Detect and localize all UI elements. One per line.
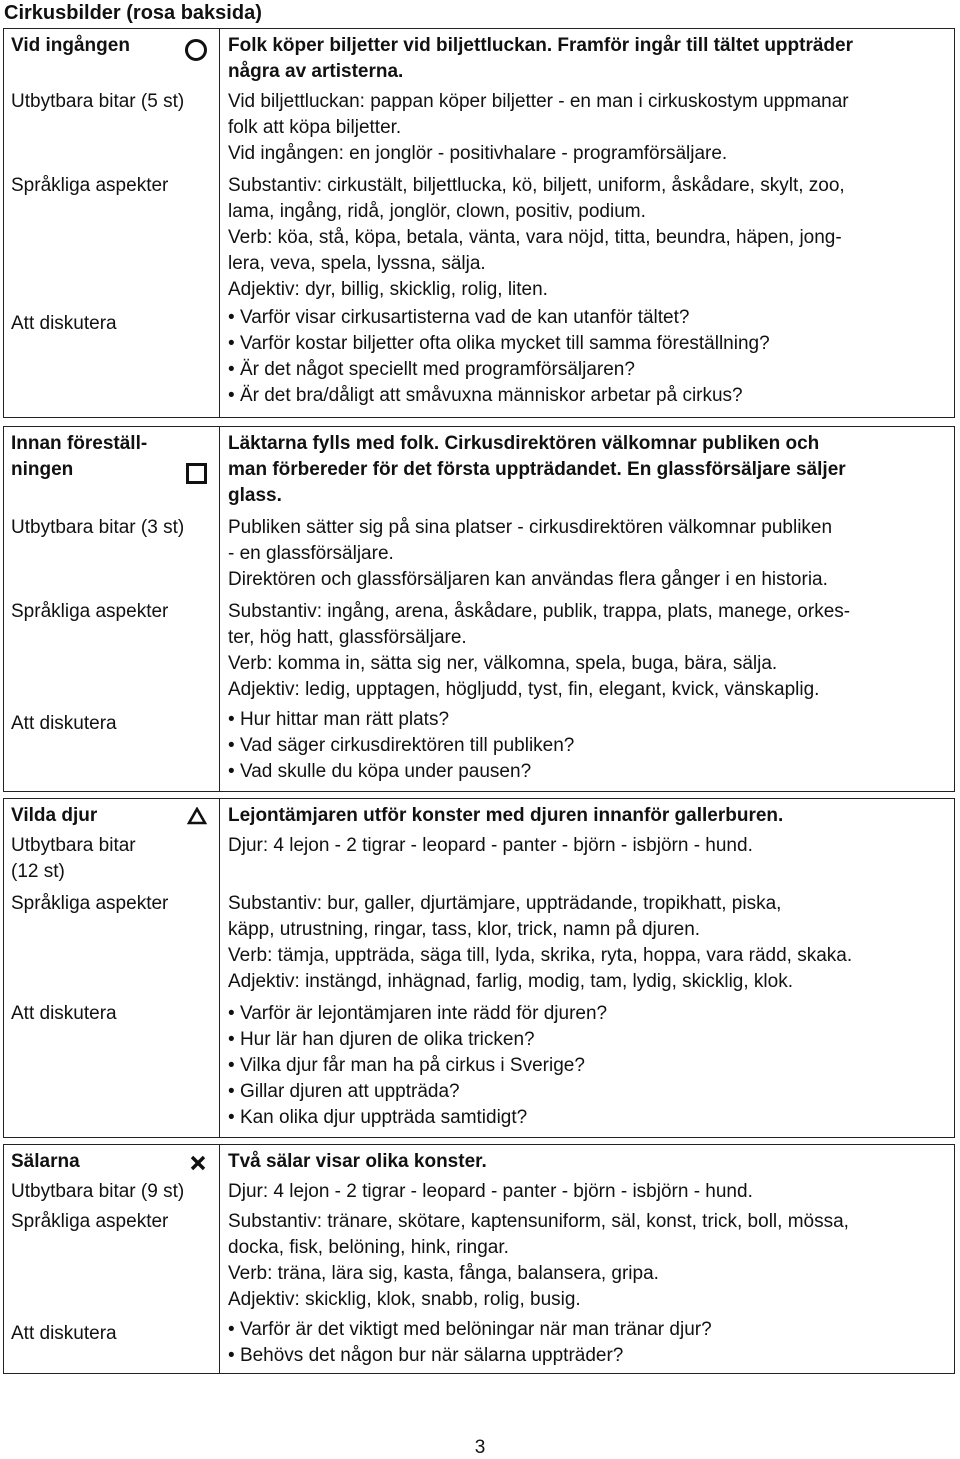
pieces-text-line: folk att köpa biljetter. — [228, 117, 402, 138]
section-content-cell — [220, 427, 955, 792]
discuss-item: • Varför kostar biljetter ofta olika mycket till samma föreställning? — [228, 331, 954, 357]
section-content-cell — [220, 799, 955, 1138]
language-text-line: Adjektiv: dyr, billig, skicklig, rolig, liten. — [228, 279, 548, 300]
discuss-item: • Kan olika djur uppträda samtidigt? — [228, 1105, 954, 1131]
discuss-item: • Vad skulle du köpa under pausen? — [228, 759, 954, 785]
discuss-label: Att diskutera — [11, 1323, 117, 1344]
section-content-cell — [220, 29, 955, 418]
page-number: 3 — [474, 1437, 486, 1458]
language-label: Språkliga aspekter — [11, 175, 169, 196]
pieces-text-line: Direktören och glassförsäljaren kan användas flera gånger i en historia. — [228, 569, 828, 590]
discuss-item: • Varför är lejontämjaren inte rädd för djuren? — [228, 1001, 954, 1027]
discuss-item: • Gillar djuren att uppträda? — [228, 1079, 954, 1105]
pieces-label-line: (12 st) — [11, 861, 65, 882]
language-text-line: Substantiv: bur, galler, djurtämjare, uppträdande, tropikhatt, piska, — [228, 893, 782, 914]
language-text-line: Verb: köa, stå, köpa, betala, vänta, vara nöjd, titta, beundra, häpen, jong- — [228, 227, 842, 248]
language-text-line: Verb: träna, lära sig, kasta, fånga, balansera, gripa. — [228, 1263, 659, 1284]
section-heading-line: ningen — [11, 459, 74, 480]
section-content-cell — [220, 1145, 955, 1374]
pieces-label: Utbytbara bitar (5 st) — [11, 91, 185, 112]
discuss-item: • Vad säger cirkusdirektören till publiken? — [228, 733, 954, 759]
section-innan-forestallningen — [3, 426, 955, 792]
language-label: Språkliga aspekter — [11, 601, 169, 622]
language-text-line: Adjektiv: instängd, inhägnad, farlig, modig, tam, lydig, skicklig, klok. — [228, 971, 793, 992]
language-text-line: Adjektiv: ledig, upptagen, högljudd, tyst, fin, elegant, kvick, vänskaplig. — [228, 679, 820, 700]
pieces-text-line: Djur: 4 lejon - 2 tigrar - leopard - panter - björn - isbjörn - hund. — [228, 835, 753, 856]
language-text-line: Adjektiv: skicklig, klok, snabb, rolig, busig. — [228, 1289, 581, 1310]
section-heading: Vilda djur — [11, 805, 98, 826]
triangle-icon — [187, 807, 207, 825]
discuss-label: Att diskutera — [11, 1003, 117, 1024]
section-heading: Vid ingången — [11, 35, 130, 56]
heading-text-line: man förbereder för det första uppträdandet. En glassförsäljare säljer — [228, 459, 846, 480]
language-text-line: Substantiv: ingång, arena, åskådare, publik, trappa, plats, manege, orkes- — [228, 601, 851, 622]
discuss-item: • Är det bra/dåligt att småvuxna människor arbetar på cirkus? — [228, 383, 954, 409]
section-heading: Sälarna — [11, 1151, 80, 1172]
language-text-line: käpp, utrustning, ringar, tass, klor, trick, namn på djuren. — [228, 919, 701, 940]
section-label-cell — [4, 427, 220, 792]
pieces-label-line: Utbytbara bitar — [11, 835, 136, 856]
language-text-line: lama, ingång, ridå, jonglör, clown, positiv, podium. — [228, 201, 646, 222]
discuss-item: • Varför är det viktigt med belöningar när man tränar djur? — [228, 1317, 954, 1343]
heading-text-line: några av artisterna. — [228, 61, 404, 82]
section-label-cell — [4, 799, 220, 1138]
pieces-text-line: Djur: 4 lejon - 2 tigrar - leopard - panter - björn - isbjörn - hund. — [228, 1181, 753, 1202]
pieces-text-line: Vid biljettluckan: pappan köper biljetter - en man i cirkuskostym uppmanar — [228, 91, 849, 112]
discuss-item: • Hur hittar man rätt plats? — [228, 707, 954, 733]
discuss-item: • Hur lär han djuren de olika tricken? — [228, 1027, 954, 1053]
pieces-text-line: Vid ingången: en jonglör - positivhalare - programförsäljare. — [228, 143, 728, 164]
pieces-label: Utbytbara bitar (9 st) — [11, 1181, 185, 1202]
language-text-line: Substantiv: cirkustält, biljettlucka, kö, biljett, uniform, åskådare, skylt, zoo, — [228, 175, 845, 196]
discuss-item: • Vilka djur får man ha på cirkus i Sverige? — [228, 1053, 954, 1079]
discuss-item: • Är det något speciellt med programförsäljaren? — [228, 357, 954, 383]
square-icon — [186, 463, 207, 484]
section-vilda-djur — [3, 798, 955, 1138]
discuss-item: • Varför visar cirkusartisterna vad de kan utanför tältet? — [228, 305, 954, 331]
discuss-label: Att diskutera — [11, 713, 117, 734]
discuss-label: Att diskutera — [11, 313, 117, 334]
section-label-cell — [4, 29, 220, 418]
section-label-cell — [4, 1145, 220, 1374]
language-text-line: lera, veva, spela, lyssna, sälja. — [228, 253, 486, 274]
section-heading-line: Innan föreställ- — [11, 433, 148, 454]
language-text-line: docka, fisk, belöning, hink, ringar. — [228, 1237, 509, 1258]
pieces-text-line: Publiken sätter sig på sina platser - cirkusdirektören välkomnar publiken — [228, 517, 833, 538]
language-label: Språkliga aspekter — [11, 893, 169, 914]
circle-icon — [185, 39, 207, 61]
language-label: Språkliga aspekter — [11, 1211, 169, 1232]
heading-text-line: glass. — [228, 485, 282, 506]
document-title: Cirkusbilder (rosa baksida) — [4, 2, 262, 24]
cross-icon — [189, 1154, 207, 1172]
heading-text-line: Folk köper biljetter vid biljettluckan. Framför ingår till tältet uppträder — [228, 35, 853, 56]
heading-text-line: Två sälar visar olika konster. — [228, 1151, 487, 1172]
language-text-line: Verb: komma in, sätta sig ner, välkomna, spela, buga, bära, sälja. — [228, 653, 778, 674]
heading-text-line: Läktarna fylls med folk. Cirkusdirektören välkomnar publiken och — [228, 433, 820, 454]
pieces-label: Utbytbara bitar (3 st) — [11, 517, 185, 538]
section-vid-ingangen — [3, 28, 955, 418]
language-text-line: ter, hög hatt, glassförsäljare. — [228, 627, 467, 648]
section-salarna — [3, 1144, 955, 1374]
heading-text-line: Lejontämjaren utför konster med djuren innanför gallerburen. — [228, 805, 784, 826]
discuss-item: • Behövs det någon bur när sälarna uppträder? — [228, 1343, 954, 1369]
language-text-line: Verb: tämja, uppträda, säga till, lyda, skrika, ryta, hoppa, vara rädd, skaka. — [228, 945, 853, 966]
pieces-text-line: - en glassförsäljare. — [228, 543, 394, 564]
language-text-line: Substantiv: tränare, skötare, kaptensuniform, säl, konst, trick, boll, mössa, — [228, 1211, 849, 1232]
